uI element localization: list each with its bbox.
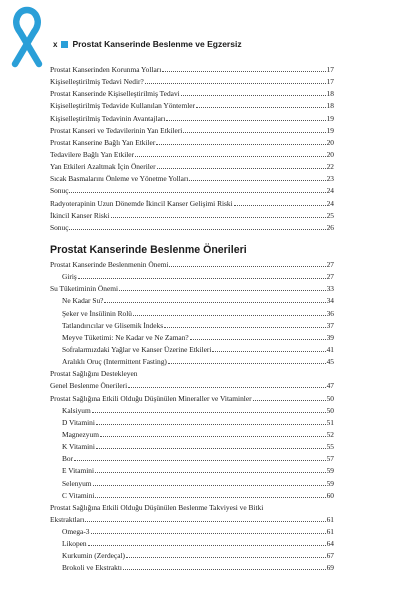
toc-entry[interactable] — [50, 100, 334, 112]
toc-entry-label: Tedavilere Bağlı Yan Etkiler — [50, 149, 135, 159]
toc-entry-label: Sofralarmızdaki Yağlar ve Kanser Üzerine Etkileri — [62, 344, 212, 354]
leader-dots — [104, 302, 325, 303]
toc-entry[interactable] — [50, 76, 334, 88]
toc-entry-label: Bor — [62, 454, 74, 464]
toc-entry[interactable] — [50, 222, 334, 234]
toc-entry-label: Kalsiyum — [62, 405, 91, 415]
toc-entry-page: 59 — [326, 466, 334, 476]
toc-subentry[interactable] — [50, 308, 334, 320]
leader-dots — [181, 95, 326, 96]
toc-subentry[interactable] — [50, 417, 334, 429]
toc-entry-line: Prostat Sağlığına Etkili Olduğu Düşünülen Beslenme Takviyesi ve Bitki — [50, 502, 264, 512]
toc-entry-label: D Vitamini — [62, 417, 95, 427]
toc-entry-label: Su Tüketiminin Önemi — [50, 284, 119, 294]
toc-entry-label: Sonuç — [50, 222, 69, 232]
section-heading: Prostat Kanserinde Beslenme Önerileri — [50, 243, 247, 256]
toc-entry[interactable] — [50, 173, 334, 185]
toc-entry-page: 20 — [326, 149, 334, 159]
toc-entry-page: 24 — [326, 198, 334, 208]
toc-entry-page: 41 — [326, 344, 334, 354]
toc-entry-page: 19 — [326, 113, 334, 123]
toc-entry-label: Likopen — [62, 539, 87, 549]
toc-entry-label: Meyve Tüketimi: Ne Kadar ve Ne Zaman? — [62, 332, 189, 342]
toc-entry[interactable] — [50, 380, 334, 392]
toc-entry-label: Tatlandırıcılar ve Glisemik İndeks — [62, 320, 164, 330]
leader-dots — [190, 339, 326, 340]
table-of-contents — [50, 64, 334, 575]
leader-dots — [183, 132, 325, 133]
leader-dots — [156, 144, 325, 145]
toc-entry[interactable] — [50, 149, 334, 161]
toc-entry-page: 18 — [326, 101, 334, 111]
leader-dots — [164, 327, 326, 328]
toc-entry[interactable] — [50, 259, 334, 271]
toc-entry-page: 34 — [326, 296, 334, 306]
toc-entry[interactable] — [50, 88, 334, 100]
leader-dots — [92, 412, 326, 413]
toc-entry-label: Şeker ve İnsülinin Rolü — [62, 308, 132, 318]
leader-dots — [126, 557, 326, 558]
toc-entry[interactable] — [50, 185, 334, 197]
toc-entry[interactable] — [50, 283, 334, 295]
toc-entry[interactable] — [50, 137, 334, 149]
leader-dots — [100, 436, 326, 437]
toc-entry-page: 47 — [326, 381, 334, 391]
toc-entry-label: Prostat Sağlığına Etkili Olduğu Düşünülen Mineraller ve Vitaminler — [50, 393, 252, 403]
toc-entry-label: Kişiselleştirilmiş Tedavi Nedir? — [50, 77, 144, 87]
toc-entry-page: 64 — [326, 539, 334, 549]
toc-entry-label: Prostat Kanserinde Kişiselleştirilmiş Tedavi — [50, 89, 180, 99]
leader-dots — [212, 351, 325, 352]
toc-entry-label: Prostat Kanserine Bağlı Yan Etkiler — [50, 137, 156, 147]
toc-subentry[interactable] — [50, 453, 334, 465]
toc-entry-label: Omega-3 — [62, 527, 90, 537]
toc-entry-page: 23 — [326, 174, 334, 184]
leader-dots — [91, 533, 326, 534]
leader-dots — [111, 217, 326, 218]
leader-dots — [85, 521, 325, 522]
leader-dots — [119, 290, 326, 291]
toc-subentry[interactable] — [50, 295, 334, 307]
toc-entry-label: İkincil Kanser Riski — [50, 210, 110, 220]
leader-dots — [196, 107, 326, 108]
toc-entry-page: 26 — [326, 222, 334, 232]
toc-subentry[interactable] — [50, 441, 334, 453]
header-marker: x — [53, 39, 58, 49]
toc-entry-page: 61 — [326, 527, 334, 537]
leader-dots — [78, 278, 326, 279]
toc-subentry[interactable] — [50, 526, 334, 538]
toc-subentry[interactable] — [50, 562, 334, 574]
toc-entry-page: 24 — [326, 186, 334, 196]
toc-subentry[interactable] — [50, 550, 334, 562]
leader-dots — [234, 205, 326, 206]
toc-entry-page: 22 — [326, 162, 334, 172]
leader-dots — [69, 192, 325, 193]
toc-entry[interactable] — [50, 113, 334, 125]
leader-dots — [69, 229, 325, 230]
leader-dots — [189, 180, 325, 181]
toc-entry-page: 55 — [326, 442, 334, 452]
leader-dots — [157, 168, 326, 169]
leader-dots — [133, 315, 326, 316]
toc-entry[interactable] — [50, 161, 334, 173]
toc-entry-label: Kurkumin (Zerdeçal) — [62, 551, 125, 561]
toc-subentry[interactable] — [50, 271, 334, 283]
toc-entry-label: Giriş — [62, 272, 77, 282]
toc-entry-page: 27 — [326, 272, 334, 282]
running-header — [53, 38, 242, 50]
toc-entry-page: 59 — [326, 478, 334, 488]
toc-subentry[interactable] — [50, 344, 334, 356]
leader-dots — [96, 424, 326, 425]
leader-dots — [168, 363, 326, 364]
toc-entry-page: 61 — [326, 514, 334, 524]
toc-entry-page: 36 — [326, 308, 334, 318]
toc-subentry[interactable] — [50, 538, 334, 550]
toc-entry-label: Genel Beslenme Önerileri — [50, 381, 128, 391]
toc-entry-page: 17 — [326, 65, 334, 74]
toc-subentry[interactable] — [50, 356, 334, 368]
toc-subentry[interactable] — [50, 429, 334, 441]
toc-entry-label: Kişiselleştirilmiş Tedavide Kullanılan Yöntemler — [50, 101, 196, 111]
toc-subentry[interactable] — [50, 478, 334, 490]
toc-entry-page: 17 — [326, 77, 334, 87]
toc-entry-label: Selenyum — [62, 478, 92, 488]
leader-dots — [135, 156, 326, 157]
toc-subentry[interactable] — [50, 490, 334, 502]
toc-entry-page: 51 — [326, 417, 334, 427]
leader-dots — [253, 400, 326, 401]
toc-subentry[interactable] — [50, 465, 334, 477]
toc-entry-label: E Vitamini — [62, 466, 95, 476]
toc-entry-label: Aralıklı Oruç (Intermittent Fasting) — [62, 357, 167, 367]
header-square-icon — [61, 41, 68, 48]
toc-entry-line: Prostat Sağlığını Destekleyen — [50, 369, 138, 379]
toc-entry-label: Sıcak Basmalarını Önleme ve Yönetme Yolları — [50, 174, 189, 184]
toc-entry-page: 27 — [326, 259, 334, 269]
toc-subentry[interactable] — [50, 405, 334, 417]
leader-dots — [166, 120, 325, 121]
header-title: Prostat Kanserinde Beslenme ve Egzersiz — [72, 39, 242, 49]
toc-entry-label: Prostat Kanserinden Korunma Yolları — [50, 65, 162, 74]
toc-entry-label: Radyoterapinin Uzun Dönemde İkincil Kanser Gelişimi Riski — [50, 198, 233, 208]
toc-entry-page: 25 — [326, 210, 334, 220]
toc-entry[interactable] — [50, 210, 334, 222]
toc-entry-page: 50 — [326, 393, 334, 403]
toc-entry-label: Sonuç — [50, 186, 69, 196]
leader-dots — [162, 71, 325, 72]
leader-dots — [88, 545, 326, 546]
leader-dots — [123, 569, 326, 570]
toc-entry-label: Prostat Kanseri ve Tedavilerinin Yan Etkileri — [50, 125, 183, 135]
toc-entry-page: 69 — [326, 563, 334, 573]
toc-entry[interactable] — [50, 198, 334, 210]
toc-entry-page: 67 — [326, 551, 334, 561]
toc-entry-page: 60 — [326, 490, 334, 500]
toc-entry-page: 57 — [326, 454, 334, 464]
leader-dots — [169, 266, 325, 267]
awareness-ribbon-icon — [4, 4, 50, 70]
toc-entry-label: Kişiselleştirilmiş Tedavinin Avantajları — [50, 113, 166, 123]
toc-entry[interactable] — [50, 393, 334, 405]
toc-entry-label: Ekstraktları — [50, 514, 85, 524]
leader-dots — [74, 460, 326, 461]
toc-entry-label: Ne Kadar Su? — [62, 296, 104, 306]
toc-entry[interactable] — [50, 64, 334, 76]
toc-entry-page: 52 — [326, 429, 334, 439]
leader-dots — [95, 472, 326, 473]
leader-dots — [96, 448, 326, 449]
toc-entry-page: 37 — [326, 320, 334, 330]
toc-subentry[interactable] — [50, 332, 334, 344]
toc-subentry[interactable] — [50, 320, 334, 332]
leader-dots — [128, 387, 325, 388]
toc-entry-label: Magnezyum — [62, 429, 99, 439]
toc-entry-label: Brokoli ve Ekstraktı — [62, 563, 122, 573]
toc-entry-page: 45 — [326, 357, 334, 367]
toc-entry-page: 20 — [326, 137, 334, 147]
leader-dots — [93, 485, 326, 486]
toc-entry-label: Prostat Kanserinde Beslenmenin Önemi — [50, 259, 169, 269]
leader-dots — [145, 83, 326, 84]
toc-entry-label: C Vitamini — [62, 490, 95, 500]
toc-entry[interactable] — [50, 514, 334, 526]
toc-entry-label: K Vitamini — [62, 442, 95, 452]
toc-entry-page: 33 — [326, 284, 334, 294]
toc-entry-label: Yan Etkileri Azaltmak İçin Öneriler — [50, 162, 156, 172]
toc-entry[interactable] — [50, 125, 334, 137]
leader-dots — [95, 497, 325, 498]
toc-entry-page: 18 — [326, 89, 334, 99]
toc-entry-page: 39 — [326, 332, 334, 342]
toc-entry-page: 19 — [326, 125, 334, 135]
toc-entry-page: 50 — [326, 405, 334, 415]
